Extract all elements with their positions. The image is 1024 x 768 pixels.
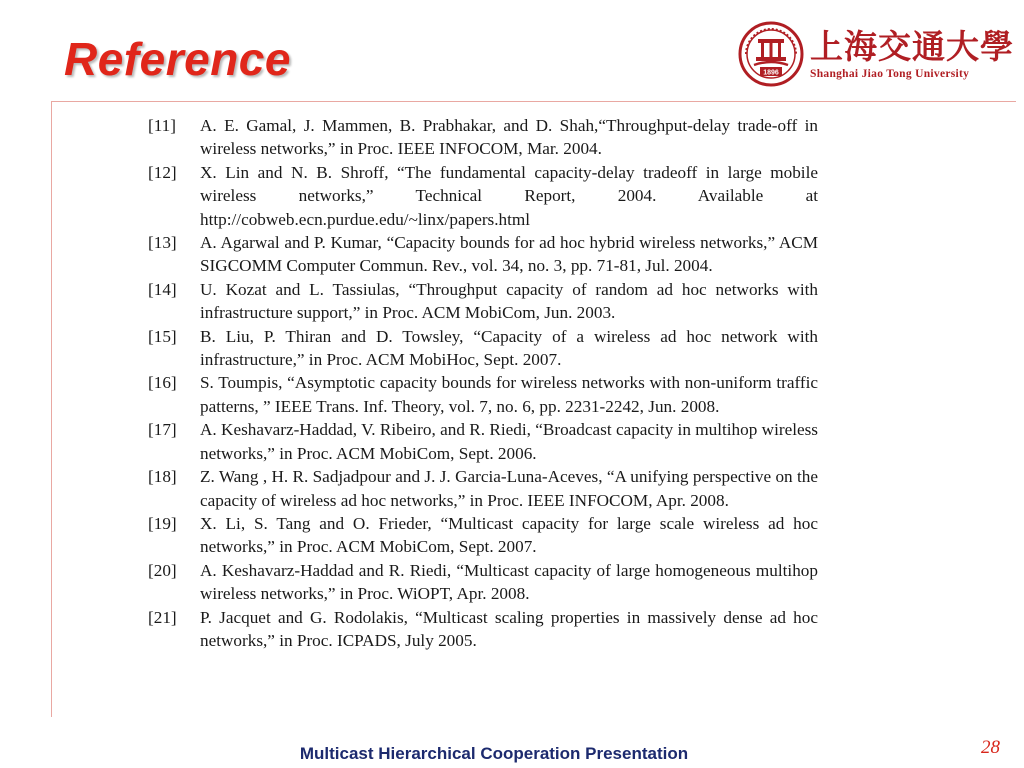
logo-chinese-name: 上海交通大學 xyxy=(810,27,1014,66)
reference-number: [15] xyxy=(148,326,177,346)
reference-item xyxy=(148,465,818,512)
reference-text: P. Jacquet and G. Rodolakis, “Multicast scaling properties in massively dense ad hoc networks,” in Proc. ICPADS, July 2005. xyxy=(200,607,818,650)
university-logo xyxy=(738,18,1014,90)
reference-text: A. E. Gamal, J. Mammen, B. Prabhakar, and D. Shah,“Throughput-delay trade-off in wireless networks,” in Proc. IEEE INFOCOM, Mar. 2004. xyxy=(200,116,818,159)
reference-number: [16] xyxy=(148,373,177,393)
reference-item xyxy=(148,325,818,372)
reference-text: Z. Wang , H. R. Sadjadpour and J. J. Garcia-Luna-Aceves, “A unifying perspective on the capacity of wireless ad hoc networks,” in Proc. IEEE INFOCOM, Apr. 2008. xyxy=(200,467,818,510)
footer-text: Multicast Hierarchical Cooperation Presentation xyxy=(299,744,689,763)
reference-item xyxy=(148,161,818,231)
seal-year: 1896 xyxy=(763,69,779,77)
reference-item xyxy=(148,231,818,278)
reference-number: [11] xyxy=(148,116,176,135)
reference-list xyxy=(148,114,818,652)
reference-number: [17] xyxy=(148,420,177,440)
reference-number: [21] xyxy=(148,607,177,627)
reference-item xyxy=(148,512,818,559)
reference-number: [19] xyxy=(148,513,177,533)
reference-number: [12] xyxy=(148,162,177,182)
left-divider xyxy=(51,101,52,717)
reference-text: X. Lin and N. B. Shroff, “The fundamental capacity-delay tradeoff in large mobile wireless networks,” Technical Report, 2004. Available at http://cobweb.ecn.purdue.edu/~linx/papers.html xyxy=(200,162,818,229)
reference-item xyxy=(148,114,818,161)
slide-footer xyxy=(0,744,1024,764)
reference-text: A. Keshavarz-Haddad, V. Ribeiro, and R. Riedi, “Broadcast capacity in multihop wireless networks,” in Proc. ACM MobiCom, Sept. 2006. xyxy=(200,420,818,463)
header-divider xyxy=(52,101,1016,102)
reference-text: X. Li, S. Tang and O. Frieder, “Multicast capacity for large scale wireless ad hoc networks,” in Proc. ACM MobiCom, Sept. 2007. xyxy=(200,513,818,557)
reference-text: U. Kozat and L. Tassiulas, “Throughput capacity of random ad hoc networks with infrastructure support,” in Proc. ACM MobiCom, Jun. 2003. xyxy=(200,279,818,323)
reference-number: [13] xyxy=(148,233,177,253)
reference-number: [14] xyxy=(148,279,177,299)
reference-text: A. Agarwal and P. Kumar, “Capacity bounds for ad hoc hybrid wireless networks,” ACM SIGCOMM Computer Commun. Rev., vol. 34, no. 3, pp. 71-81, Jul. 2004. xyxy=(200,233,818,276)
reference-item xyxy=(148,278,818,325)
reference-text: B. Liu, P. Thiran and D. Towsley, “Capacity of a wireless ad hoc network with infrastructure,” in Proc. ACM MobiHoc, Sept. 2007. xyxy=(200,326,818,370)
page-number: 28 xyxy=(981,737,1000,758)
reference-item xyxy=(148,418,818,465)
reference-item xyxy=(148,559,818,606)
reference-item xyxy=(148,606,818,653)
university-seal-icon xyxy=(738,21,804,87)
reference-number: [20] xyxy=(148,560,177,580)
reference-item xyxy=(148,371,818,418)
reference-number: [18] xyxy=(148,467,177,487)
logo-english-name: Shanghai Jiao Tong University xyxy=(810,68,970,80)
reference-text: A. Keshavarz-Haddad and R. Riedi, “Multicast capacity of large homogeneous multihop wireless networks,” in Proc. WiOPT, Apr. 2008. xyxy=(200,560,818,604)
slide-title: Reference xyxy=(64,33,291,85)
reference-text: S. Toumpis, “Asymptotic capacity bounds for wireless networks with non-uniform traffic patterns, ” IEEE Trans. Inf. Theory, vol. 7, no. 6, pp. 2231-2242, Jun. 2008. xyxy=(200,373,818,416)
